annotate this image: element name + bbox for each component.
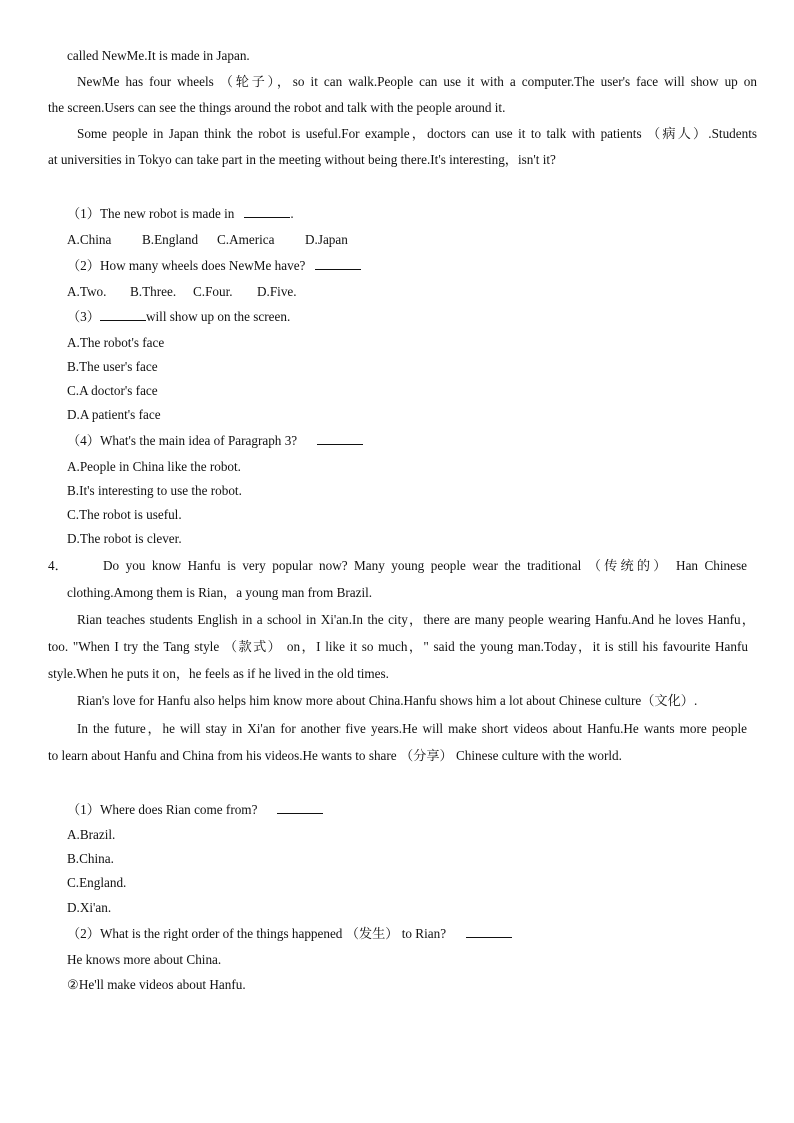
passage-line: called NewMe.It is made in Japan. bbox=[67, 48, 250, 63]
passage-line: clothing.Among them is Rian，a young man from Brazil. bbox=[67, 585, 373, 600]
passage-line: In the future，he will stay in Xi'an for another five years.He will make short videos about Hanfu.He wants more people bbox=[77, 721, 747, 736]
answer-blank bbox=[315, 257, 361, 270]
passage-line: Some people in Japan think the robot is useful.For example，doctors can use it to talk with patients （病人）.Students bbox=[77, 126, 757, 141]
option: A.The robot's face bbox=[67, 335, 165, 350]
option: A.Two. bbox=[67, 284, 107, 299]
passage-line: style.When he puts it on，he feels as if he lived in the old times. bbox=[48, 666, 389, 681]
option: D.Japan bbox=[305, 232, 348, 247]
option: D.Xi'an. bbox=[67, 900, 112, 915]
question-stem bbox=[67, 257, 361, 275]
list-item: ②He'll make videos about Hanfu. bbox=[67, 977, 246, 992]
passage-line: Do you know Hanfu is very popular now? Many young people wear the traditional （传统的） Han Chinese bbox=[103, 558, 747, 573]
question-text: （4）What's the main idea of Paragraph 3? bbox=[67, 433, 298, 448]
passage-line: to learn about Hanfu and China from his videos.He wants to share （分享） Chinese culture with the world. bbox=[48, 748, 622, 763]
question-text: （1）The new robot is made in bbox=[67, 206, 235, 221]
options-row bbox=[67, 231, 348, 249]
answer-blank bbox=[277, 801, 323, 814]
option: C.America bbox=[217, 232, 275, 247]
passage-line: the screen.Users can see the things around the robot and talk with the people around it. bbox=[48, 100, 506, 115]
option: D.A patient's face bbox=[67, 407, 161, 422]
question-stem bbox=[67, 308, 290, 326]
option: A.People in China like the robot. bbox=[67, 459, 241, 474]
question-text: （2）What is the right order of the things happened （发生） to Rian? bbox=[67, 926, 447, 941]
options-row bbox=[67, 283, 297, 301]
passage-number: 4． bbox=[48, 558, 68, 573]
question-stem bbox=[67, 432, 363, 450]
list-item: He knows more about China. bbox=[67, 952, 222, 967]
question-text: will show up on the screen. bbox=[145, 309, 291, 324]
option: C.The robot is useful. bbox=[67, 507, 182, 522]
period: . bbox=[290, 206, 294, 221]
option: A.China bbox=[67, 232, 112, 247]
option: D.Five. bbox=[257, 284, 297, 299]
option: C.A doctor's face bbox=[67, 383, 158, 398]
option: B.Three. bbox=[130, 284, 177, 299]
option: C.Four. bbox=[193, 284, 233, 299]
question-text: （2）How many wheels does NewMe have? bbox=[67, 258, 306, 273]
question-number: （3） bbox=[67, 309, 100, 324]
answer-blank bbox=[244, 205, 290, 218]
passage-line: Rian teaches students English in a school in Xi'an.In the city，there are many people wearing Hanfu.And he loves Hanfu， bbox=[77, 612, 755, 627]
option: B.England bbox=[142, 232, 199, 247]
option: B.China. bbox=[67, 851, 114, 866]
question-stem bbox=[67, 205, 294, 223]
answer-blank bbox=[317, 432, 363, 445]
option: B.The user's face bbox=[67, 359, 158, 374]
passage-line: at universities in Tokyo can take part in the meeting without being there.It's interesting，isn't it? bbox=[48, 152, 556, 167]
question-stem bbox=[67, 801, 323, 819]
passage-line: Rian's love for Hanfu also helps him know more about China.Hanfu shows him a lot about Chinese culture（文化）. bbox=[77, 693, 698, 708]
answer-blank bbox=[100, 308, 146, 321]
option: A.Brazil. bbox=[67, 827, 116, 842]
option: C.England. bbox=[67, 875, 127, 890]
question-text: （1）Where does Rian come from? bbox=[67, 802, 258, 817]
question-stem bbox=[67, 925, 512, 943]
option: B.It's interesting to use the robot. bbox=[67, 483, 242, 498]
passage-line: too. "When I try the Tang style （款式） on，I like it so much，" said the young man.Today，it is still his favourite Hanfu bbox=[48, 639, 748, 654]
answer-blank bbox=[466, 925, 512, 938]
passage-line: NewMe has four wheels （轮子），so it can walk.People can use it with a computer.The user's face will show up on bbox=[77, 74, 757, 89]
option: D.The robot is clever. bbox=[67, 531, 182, 546]
